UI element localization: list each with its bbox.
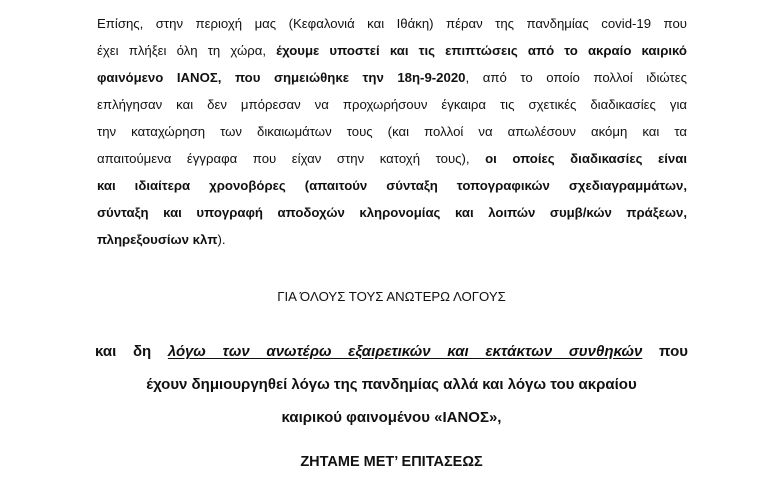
paragraph-storm-ianos xyxy=(97,10,687,253)
section-heading: ΓΙΑ ΌΛΟΥΣ ΤΟΥΣ ΑΝΩΤΕΡΩ ΛΟΓΟΥΣ xyxy=(277,289,506,304)
request-heading: ΖΗΤΑΜΕ ΜΕΤ’ ΕΠΙΤΑΣΕΩΣ xyxy=(300,454,483,470)
text-span: απαιτούμενα έγγραφα που είχαν στην κατοχή τους), xyxy=(97,151,486,166)
underlined-text: λόγω των ανωτέρω εξαιρετικών και εκτάκτων συνθηκών xyxy=(167,343,643,360)
text-line xyxy=(97,10,687,37)
text-line xyxy=(95,335,688,368)
bold-text: σύνταξη και υπογραφή αποδοχών κληρονομίας και λοιπών συμβ/κών πράξεων, xyxy=(97,205,687,220)
text-span: , από το οποίο πολλοί ιδιώτες xyxy=(465,70,687,85)
text-line: έχουν δημιουργηθεί λόγω της πανδημίας αλλά και λόγω του ακραίου xyxy=(146,376,637,393)
paragraph-reasons xyxy=(95,335,688,434)
text-line: καιρικού φαινομένου «ΙΑΝΟΣ», xyxy=(281,409,502,426)
text-line xyxy=(97,226,687,253)
text-line xyxy=(97,91,687,118)
bold-text: έχουμε υποστεί και τις επιπτώσεις από το ακραίο καιρικό xyxy=(276,43,687,58)
text-line xyxy=(97,172,687,199)
bold-text: πληρεξουσίων κλπ xyxy=(97,232,218,247)
text-line xyxy=(97,199,687,226)
text-span: έχει πλήξει όλη τη χώρα, xyxy=(97,43,277,58)
text-line xyxy=(97,145,687,172)
text-span: και δη xyxy=(95,343,168,360)
bold-text: φαινόμενο ΙΑΝΟΣ, που σημειώθηκε την 18η-9-2020 xyxy=(97,70,466,85)
text-line xyxy=(97,118,687,145)
text-span: την καταχώρηση των δικαιωμάτων τους (και πολλοί να απωλέσουν ακόμη και τα xyxy=(97,124,687,139)
bold-text: οι οποίες διαδικασίες είναι xyxy=(485,151,687,166)
text-span: που xyxy=(642,343,688,360)
text-span: ). xyxy=(217,232,226,247)
bold-text: και ιδιαίτερα χρονοβόρες (απαιτούν σύνταξη τοπογραφικών σχεδιαγραμμάτων, xyxy=(97,178,687,193)
text-line xyxy=(97,37,687,64)
text-line xyxy=(97,64,687,91)
text-span: Επίσης, στην περιοχή μας (Κεφαλονιά και Ιθάκη) πέραν της πανδημίας covid-19 που xyxy=(97,16,687,31)
text-span: επλήγησαν και δεν μπόρεσαν να προχωρήσουν έγκαιρα τις σχετικές διαδικασίες για xyxy=(97,97,687,112)
